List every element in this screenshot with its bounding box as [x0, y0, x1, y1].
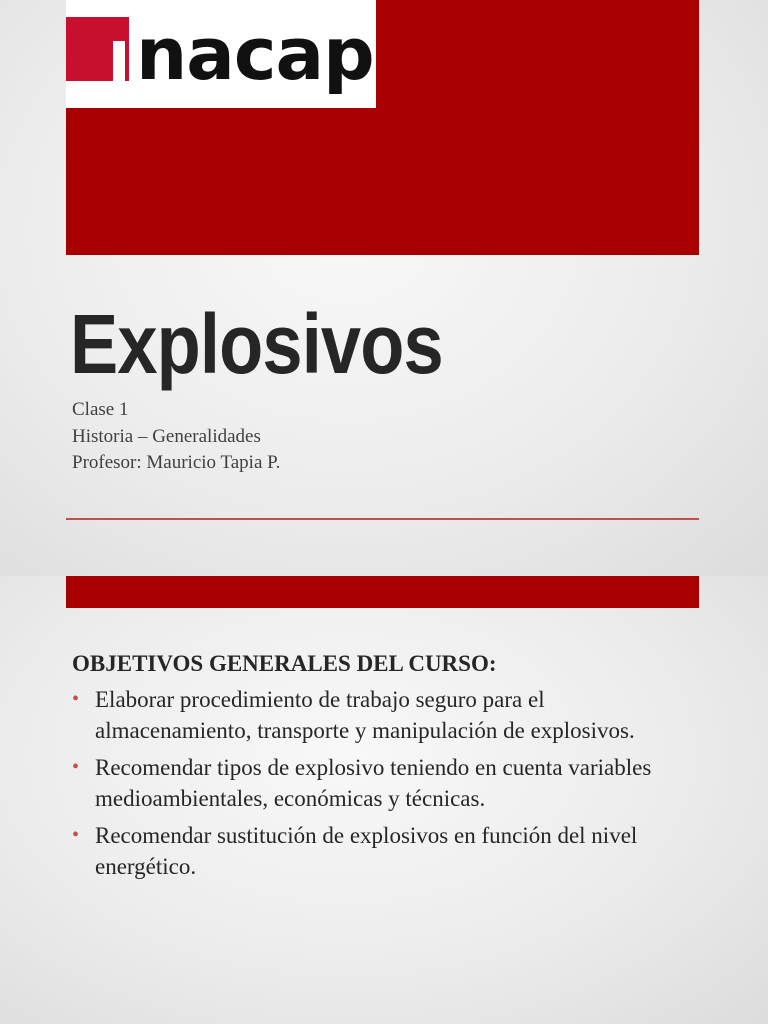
list-item-text: Elaborar procedimiento de trabajo seguro para el almacenamiento, transporte y manipulación de explosivos.: [95, 687, 635, 743]
bullet-dot-icon: •: [72, 688, 80, 710]
subtitle-line-professor: Profesor: Mauricio Tapia P.: [72, 452, 281, 473]
divider-rule: [66, 518, 699, 520]
subtitle-list: [72, 397, 280, 477]
slide-title: Explosivos: [70, 297, 443, 391]
header-red-strip: [66, 576, 699, 608]
objectives-list: [72, 684, 672, 888]
list-item: [72, 752, 672, 814]
subtitle-line-topic: Historia – Generalidades: [72, 425, 261, 447]
logo-wordmark: nacap: [136, 12, 374, 96]
list-item: [72, 684, 672, 746]
subtitle-line-class: Clase 1: [72, 399, 129, 420]
bullet-dot-icon: •: [72, 824, 80, 846]
list-item-text: Recomendar sustitución de explosivos en función del nivel energético.: [95, 823, 638, 879]
logo-mark-icon: [66, 17, 129, 81]
list-item-text: Recomendar tipos de explosivo teniendo en cuenta variables medioambientales, económicas y técnicas.: [95, 755, 652, 811]
inacap-logo: [66, 0, 376, 108]
list-item: [72, 820, 672, 882]
objectives-heading: OBJETIVOS GENERALES DEL CURSO:: [72, 651, 497, 676]
bullet-dot-icon: •: [72, 756, 80, 778]
